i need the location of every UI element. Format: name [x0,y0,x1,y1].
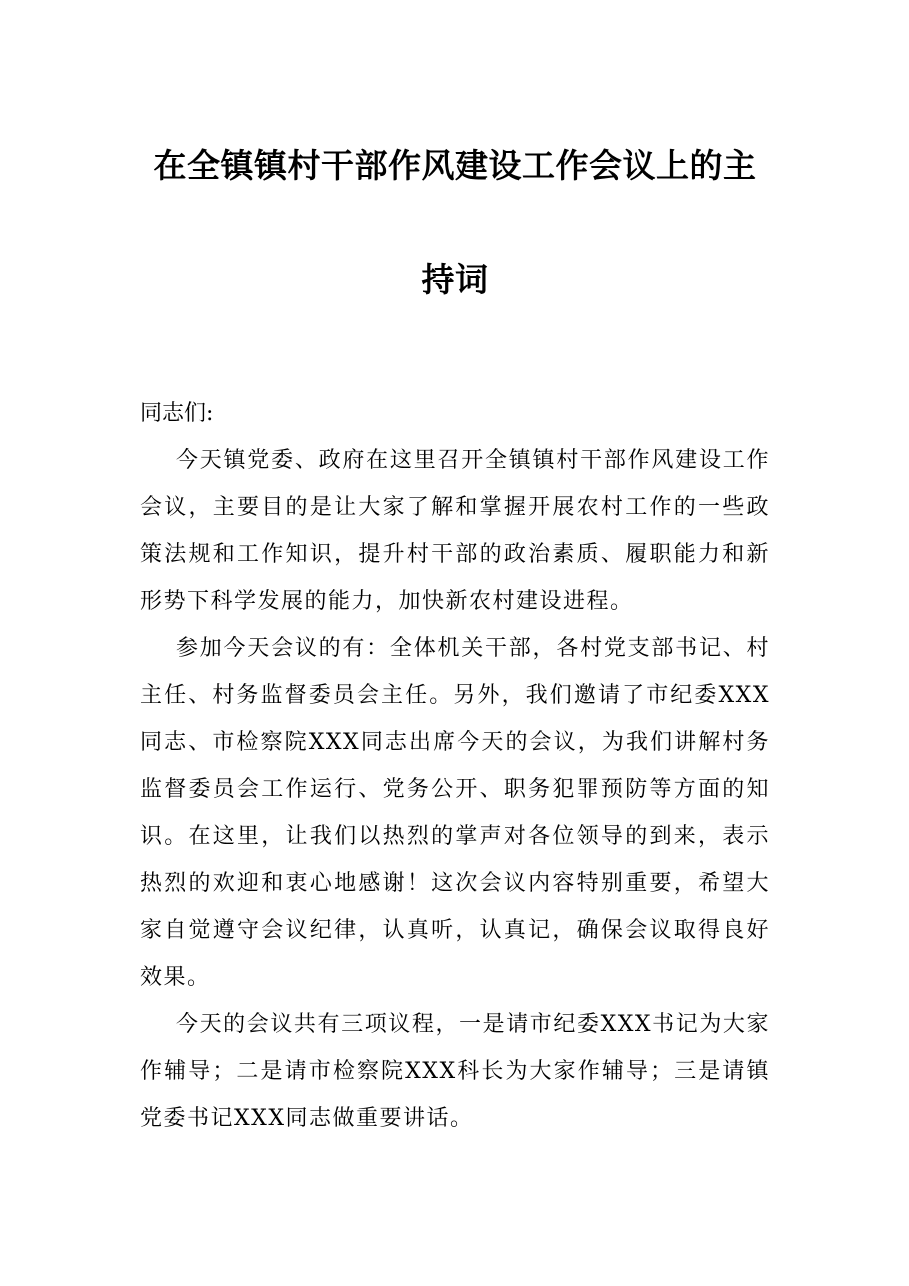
document-title-line-2: 持词 [421,260,489,299]
paragraph-attendees: 参加今天会议的有：全体机关干部，各村党支部书记、村主任、村务监督委员会主任。另外，我们邀请了市纪委XXX同志、市检察院XXX同志出席今天的会议，为我们讲解村务监督委员会工作运行、党务公开、职务犯罪预防等方面的知识。在这里，让我们以热烈的掌声对各位领导的到来，表示热烈的欢迎和衷心地感谢！这次会议内容特别重要，希望大家自觉遵守会议纪律，认真听，认真记，确保会议取得良好效果。 [140,636,770,990]
document-body [140,390,770,1142]
document-title-line-1: 在全镇镇村干部作风建设工作会议上的主 [153,146,757,185]
paragraph-opening: 今天镇党委、政府在这里召开全镇镇村干部作风建设工作会议，主要目的是让大家了解和掌握开展农村工作的一些政策法规和工作知识，提升村干部的政治素质、履职能力和新形势下科学发展的能力，加快新农村建设进程。 [140,448,770,614]
greeting: 同志们: [140,401,214,426]
paragraph-agenda: 今天的会议共有三项议程，一是请市纪委XXX书记为大家作辅导；二是请市检察院XXX科长为大家作辅导；三是请镇党委书记XXX同志做重要讲话。 [140,1012,770,1131]
